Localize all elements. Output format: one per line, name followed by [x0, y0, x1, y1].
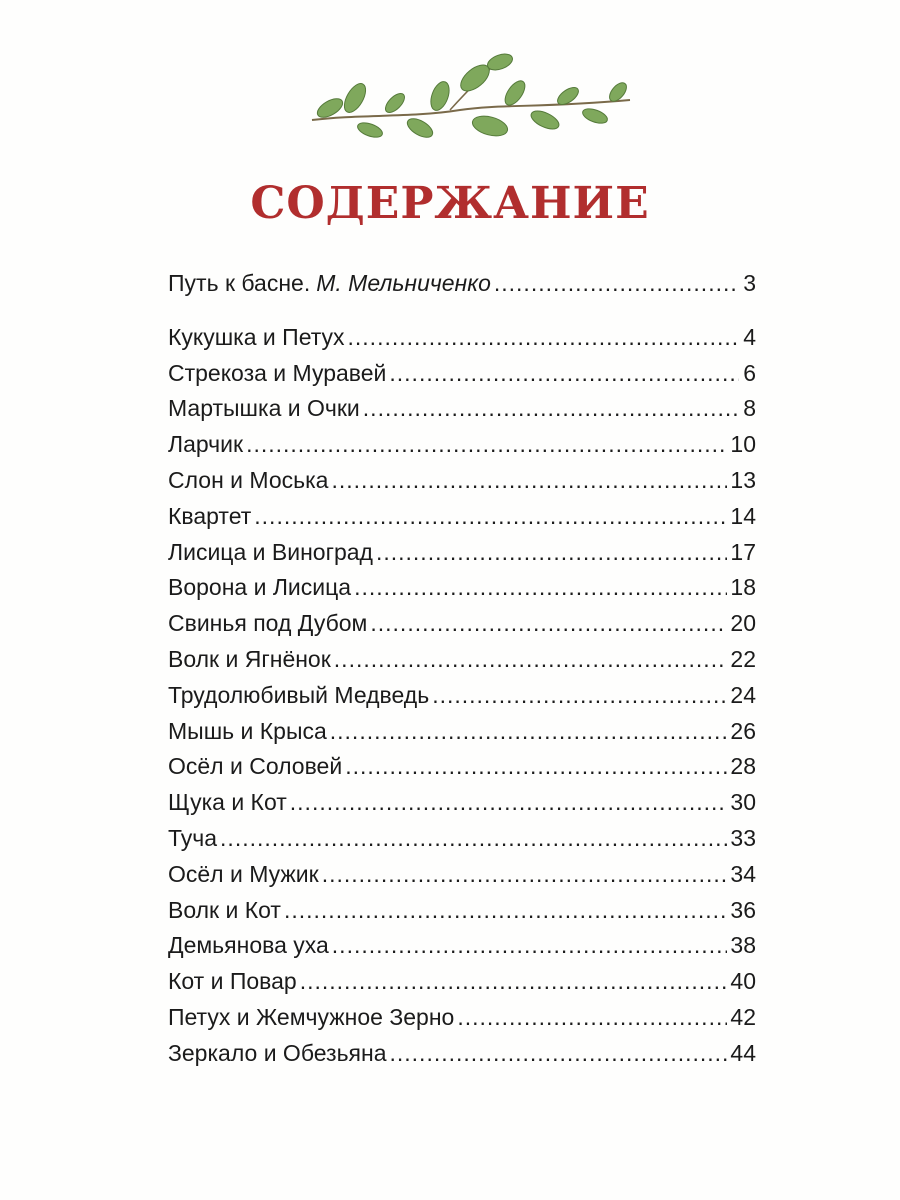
- toc-entry: [168, 1004, 756, 1040]
- toc-entry-page-number: 14: [730, 502, 756, 529]
- toc-entry-title: Осёл и Соловей: [168, 753, 343, 780]
- dot-leader: [332, 932, 728, 959]
- toc-entry-page-number: 17: [730, 538, 756, 565]
- dot-leader: [370, 610, 727, 637]
- dot-leader: [246, 431, 727, 458]
- dot-leader: [284, 897, 727, 924]
- leaf-icon: [581, 106, 610, 126]
- toc-entry-page-number: 40: [730, 968, 756, 995]
- toc-entry-page-number: 36: [730, 896, 756, 923]
- toc-entry: [168, 574, 756, 610]
- leaf-icon: [340, 80, 370, 116]
- toc-entry-title: Демьянова уха: [168, 932, 329, 959]
- toc-entry: [168, 646, 756, 682]
- toc-entry-page-number: 38: [730, 932, 756, 959]
- leaf-icon: [501, 78, 529, 109]
- toc-entry: [168, 270, 756, 306]
- dot-leader: [354, 574, 727, 601]
- dot-leader: [290, 789, 728, 816]
- dot-leader: [331, 467, 727, 494]
- toc-entry-page-number: 33: [730, 824, 756, 851]
- toc-entry-title: Стрекоза и Муравей: [168, 359, 387, 386]
- toc-entry: [168, 682, 756, 718]
- toc-entry-title: Зеркало и Обезьяна: [168, 1039, 387, 1066]
- toc-entry: [168, 324, 756, 360]
- toc-entry-page-number: 30: [730, 789, 756, 816]
- toc-entry: [168, 503, 756, 539]
- toc-entry-title: Кот и Повар: [168, 968, 297, 995]
- dot-leader: [457, 1004, 727, 1031]
- leaf-icon: [470, 113, 509, 140]
- toc-entry-author: М. Мельниченко: [316, 270, 491, 296]
- toc-entry: [168, 789, 756, 825]
- toc-entry: [168, 932, 756, 968]
- dot-leader: [376, 539, 727, 566]
- toc-entry-page-number: 44: [730, 1039, 756, 1066]
- toc-entry: [168, 395, 756, 431]
- toc-entry-title: Осёл и Мужик: [168, 860, 319, 887]
- toc-entry-page-number: 26: [730, 717, 756, 744]
- dot-leader: [322, 861, 728, 888]
- toc-entry-page-number: 28: [730, 753, 756, 780]
- dot-leader: [254, 503, 727, 530]
- leafy-branch-illustration: [300, 48, 640, 158]
- toc-entry: [168, 718, 756, 754]
- dot-leader: [348, 324, 739, 351]
- toc-entry-page-number: 3: [743, 270, 756, 296]
- toc-entry-title: Слон и Моська: [168, 466, 329, 493]
- contents-heading: СОДЕРЖАНИЕ: [250, 178, 650, 229]
- toc-entry: [168, 1040, 756, 1076]
- toc-entry-page-number: 6: [743, 359, 756, 386]
- dot-leader: [220, 825, 727, 852]
- toc-entry-title: Щука и Кот: [168, 789, 287, 816]
- dot-leader: [345, 753, 727, 780]
- toc-entry-title: Мартышка и Очки: [168, 395, 360, 422]
- leaf-icon: [427, 79, 452, 113]
- toc-entry-title: Свинья под Дубом: [168, 610, 368, 637]
- dot-leader: [494, 270, 739, 297]
- toc-entry-page-number: 4: [743, 323, 756, 350]
- toc-entry: [168, 360, 756, 396]
- dot-leader: [432, 682, 727, 709]
- dot-leader: [389, 360, 739, 387]
- toc-entry: [168, 467, 756, 503]
- toc-entry-title: Трудолюбивый Медведь: [168, 681, 430, 708]
- toc-entry: [168, 861, 756, 897]
- dot-leader: [390, 1040, 728, 1067]
- dot-leader: [363, 395, 739, 422]
- toc-entry-title: Петух и Жемчужное Зерно: [168, 1003, 455, 1030]
- leaf-icon: [404, 115, 435, 141]
- toc-entry-title: Волк и Ягнёнок: [168, 645, 331, 672]
- leaf-icon: [382, 90, 407, 115]
- dot-leader: [300, 968, 728, 995]
- toc-entry-title: Туча: [168, 824, 218, 851]
- toc-entry-title: Мышь и Крыса: [168, 717, 327, 744]
- toc-entry-page-number: 24: [730, 681, 756, 708]
- toc-entry: [168, 539, 756, 575]
- toc-entry-page-number: 18: [730, 574, 756, 601]
- toc-entry-title: Квартет: [168, 502, 252, 529]
- toc-entry: [168, 897, 756, 933]
- dot-leader: [330, 718, 728, 745]
- toc-entry-page-number: 22: [730, 645, 756, 672]
- toc-entry-page-number: 34: [730, 860, 756, 887]
- toc-entry-title: Кукушка и Петух: [168, 323, 345, 350]
- toc-entry-page-number: 42: [730, 1003, 756, 1030]
- toc-entry: [168, 968, 756, 1004]
- toc-entry-title: Путь к басне.: [168, 270, 311, 296]
- toc-entry: [168, 753, 756, 789]
- toc-entry-page-number: 13: [730, 466, 756, 493]
- leaf-icon: [356, 120, 385, 140]
- toc-entry-page-number: 8: [743, 395, 756, 422]
- toc-entry: [168, 610, 756, 646]
- toc-entry-page-number: 20: [730, 610, 756, 637]
- toc-entry-title: Ворона и Лисица: [168, 574, 352, 601]
- table-of-contents: [168, 270, 756, 1076]
- toc-entry: [168, 431, 756, 467]
- toc-entry-title: Ларчик: [168, 431, 244, 458]
- toc-entry-title: Лисица и Виноград: [168, 538, 373, 565]
- toc-entry: [168, 825, 756, 861]
- toc-entry-title: Волк и Кот: [168, 896, 281, 923]
- toc-entry-page-number: 10: [730, 431, 756, 458]
- dot-leader: [334, 646, 728, 673]
- leaf-icon: [528, 107, 561, 132]
